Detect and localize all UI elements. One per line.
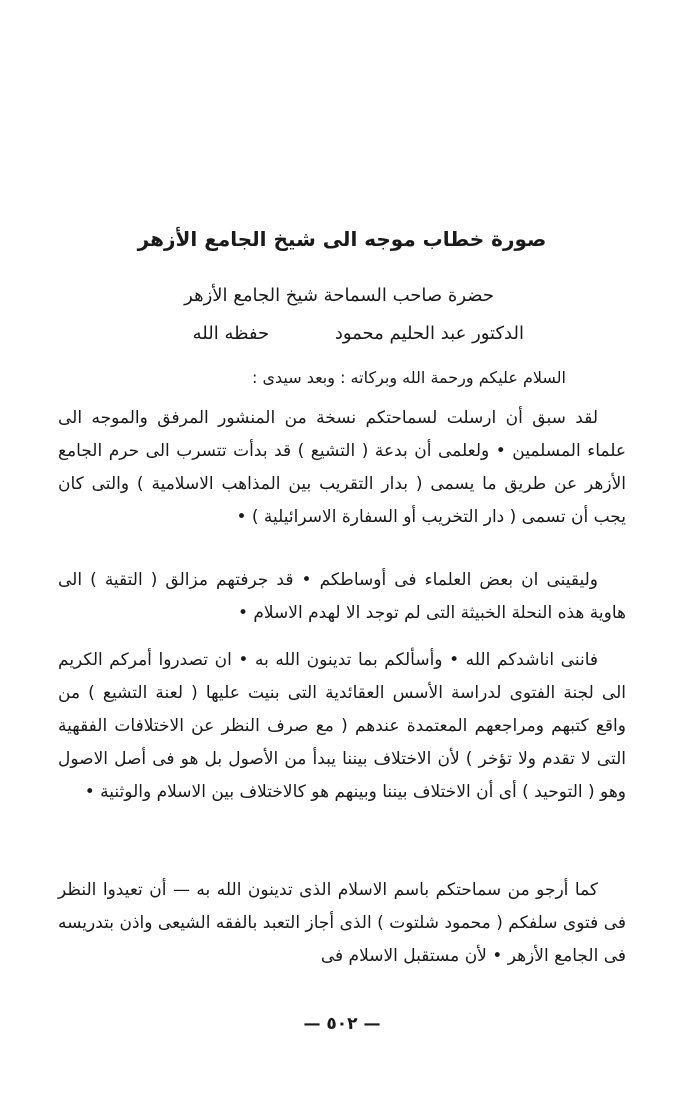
greeting: السلام عليكم ورحمة الله وبركاته : وبعد سيدى : [251, 368, 566, 387]
page-number: — ٥٠٢ — [303, 1014, 381, 1034]
body-paragraph-1: لقد سبق أن ارسلت لسماحتكم نسخة من المنشور المرفق والموجه الى علماء المسلمين • ولعلمى أن بدعة ( التشيع ) قد بدأت تتسرب الى حرم الجامع الأزهر عن طريق ما يسمى ( بدار التقريب بين المذاهب الاسلامية ) والتى كان يجب أن تسمى ( دار التخريب أو السفارة الاسرائيلية ) • [58, 408, 626, 527]
body-paragraph-2: وليقينى ان بعض العلماء فى أوساطكم • قد جرفتهم مزالق ( التقية ) الى هاوية هذه النحلة الخبيثة التى لم توجد الا لهدم الاسلام • [58, 570, 626, 623]
body-paragraph-4: كما أرجو من سماحتكم باسم الاسلام الذى تدينون الله به — أن تعيدوا النظر فى فتوى سلفكم ( محمود شلتوت ) الذى أجاز التعبد بالفقه الشيعى واذن بتدريسه فى الجامع الأزهر • لأن مستقبل الاسلام فى [58, 880, 626, 966]
blessing-phrase: حفظه الله [192, 323, 270, 344]
page-title: صورة خطاب موجه الى شيخ الجامع الأزهر [137, 227, 547, 251]
body-paragraph-3: فاننى اناشدكم الله • وأسألكم بما تدينون الله به • ان تصدروا أمركم الكريم الى لجنة الفتوى لدراسة الأسس العقائدية التى بنيت عليها ( لعنة التشيع ) من واقع كتبهم ومراجعهم المعتمدة عندهم ( مع صرف النظر عن الاختلافات الفقهية التى لا تقدم ولا تؤخر ) لأن الاختلاف بيننا يبدأ من الأصول بل هو فى أصل الاصول وهو ( التوحيد ) أى أن الاختلاف بيننا وبينهم هو كالاختلاف بين الاسلام والوثنية • [58, 650, 626, 802]
addressee-name-line [193, 318, 524, 350]
addressee-name: الدكتور عبد الحليم محمود [334, 323, 524, 344]
addressee-line: حضرة صاحب السماحة شيخ الجامع الأزهر [184, 285, 494, 306]
